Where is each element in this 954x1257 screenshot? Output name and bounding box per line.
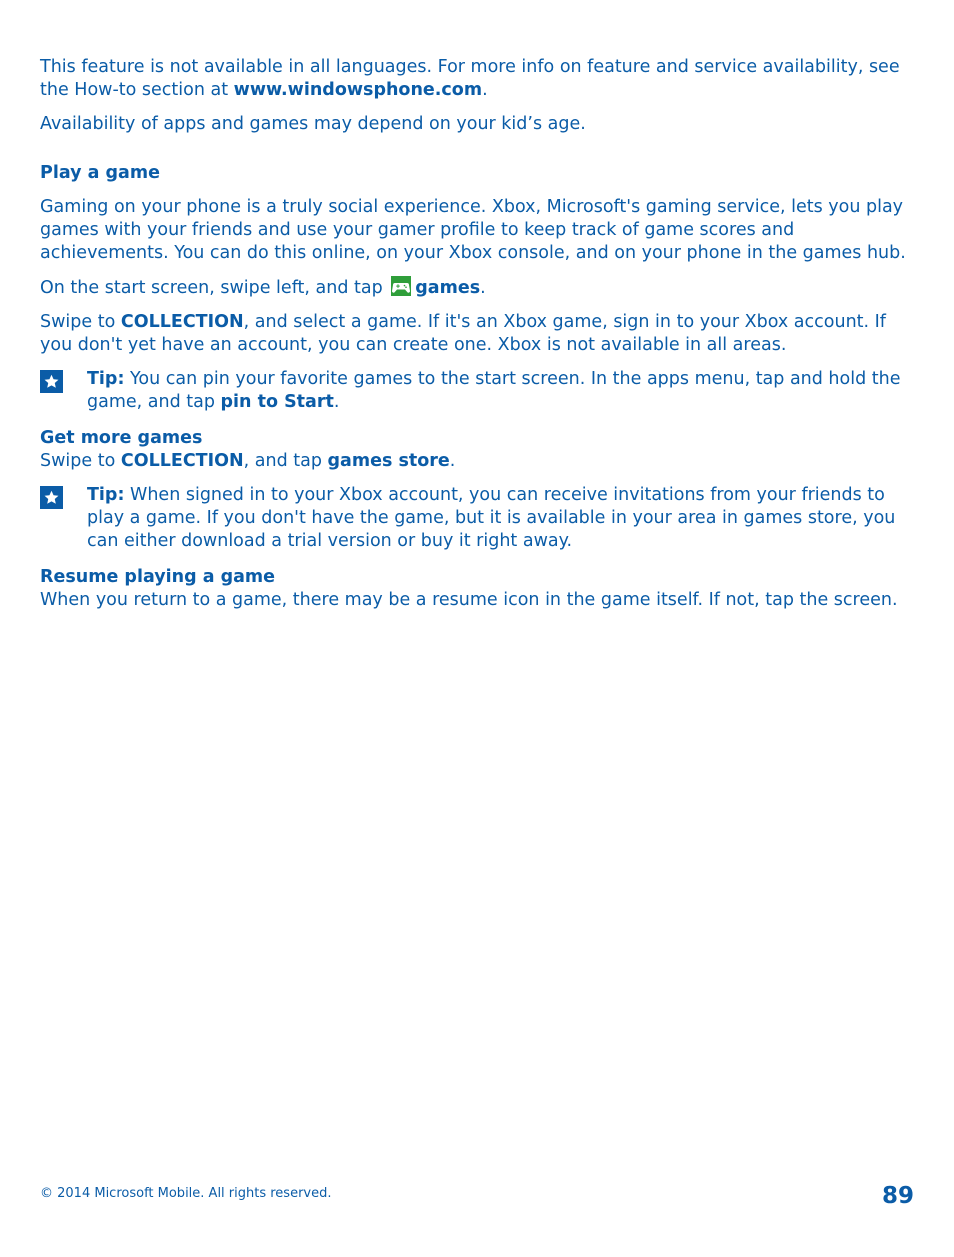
page-number: 89 — [881, 1183, 914, 1209]
intro-paragraph-availability: This feature is not available in all languages. For more info on feature and service availability, see the How-to section at www.windowsphone.com. — [40, 57, 900, 100]
play-paragraph-social: Gaming on your phone is a truly social experience. Xbox, Microsoft's gaming service, lets you play games with your friends and use your gamer profile to keep track of game scores and achievements. You can do this online, on your Xbox console, and on your phone in the games hub. — [40, 197, 906, 263]
windowsphone-link[interactable]: www.windowsphone.com — [233, 80, 483, 100]
collection-label: COLLECTION — [120, 451, 244, 471]
games-label: games — [415, 278, 481, 298]
star-icon — [40, 370, 63, 393]
tip-label: Tip: — [87, 369, 125, 389]
tip-text: Tip: You can pin your favorite games to the start screen. In the apps menu, tap and hold the game, and tap pin to Start. — [87, 369, 901, 412]
tip-xbox-invitations — [40, 484, 920, 553]
play-paragraph-start-screen: On the start screen, swipe left, and tap games. — [40, 278, 486, 298]
tip-pin-games — [40, 368, 920, 414]
collection-label: COLLECTION — [120, 312, 244, 332]
play-paragraph-collection: Swipe to COLLECTION, and select a game. If it's an Xbox game, sign in to your Xbox account. If you don't yet have an account, you can create one. Xbox is not available in all areas. — [40, 312, 886, 355]
games-store-label: games store — [327, 451, 450, 471]
games-icon — [391, 276, 411, 296]
resume-paragraph: When you return to a game, there may be a resume icon in the game itself. If not, tap the screen. — [40, 590, 898, 610]
heading-play-a-game: Play a game — [40, 163, 160, 183]
document-body — [40, 56, 920, 623]
star-icon — [40, 486, 63, 509]
tip-label: Tip: — [87, 485, 125, 505]
footer-copyright: © 2014 Microsoft Mobile. All rights reserved. — [40, 1186, 332, 1201]
more-paragraph-store: Swipe to COLLECTION, and tap games store. — [40, 451, 456, 471]
heading-resume-playing: Resume playing a game — [40, 567, 276, 587]
heading-get-more-games: Get more games — [40, 428, 203, 448]
pin-to-start-label: pin to Start — [220, 392, 334, 412]
tip-text: Tip: When signed in to your Xbox account, you can receive invitations from your friends to play a game. If you don't have the game, but it is available in your area in games store, you can either download a trial version or buy it right away. — [87, 485, 896, 551]
intro-paragraph-age: Availability of apps and games may depend on your kid’s age. — [40, 114, 586, 134]
